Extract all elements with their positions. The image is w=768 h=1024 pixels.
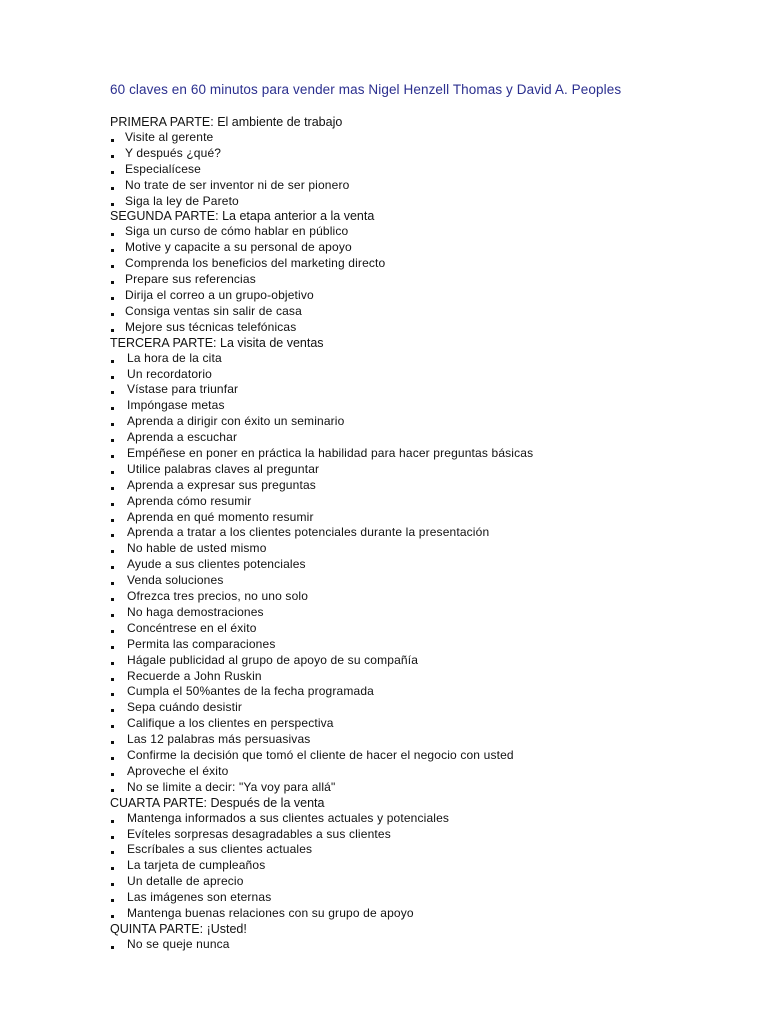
list-item-text: Venda soluciones	[127, 573, 224, 588]
square-bullet-icon	[111, 297, 114, 300]
list-item-text: Especialícese	[125, 161, 201, 176]
section-subtitle: Después de la venta	[210, 795, 325, 810]
square-bullet-icon	[111, 534, 114, 537]
list-item-text: Aproveche el éxito	[127, 763, 229, 778]
list-item-text: No trate de ser inventor ni de ser pionero	[125, 177, 350, 192]
list-item-text: Escríbales a sus clientes actuales	[127, 842, 313, 857]
list-item-text: Consiga ventas sin salir de casa	[125, 303, 302, 318]
list-item-text: Aprenda a dirigir con éxito un seminario	[127, 414, 345, 429]
list-item	[110, 494, 730, 510]
list-item	[110, 858, 730, 874]
list-item-text: Mejore sus técnicas telefónicas	[125, 319, 297, 334]
square-bullet-icon	[111, 155, 114, 158]
section-label: SEGUNDA PARTE:	[110, 209, 219, 224]
list-item-text: No se limite a decir: "Ya voy para allá"	[127, 779, 336, 794]
list-item	[110, 811, 730, 827]
square-bullet-icon	[111, 550, 114, 553]
list-item-text: La hora de la cita	[127, 350, 222, 365]
list-item-text: Evíteles sorpresas desagradables a sus clientes	[127, 826, 391, 841]
list-item-text: Aprenda a expresar sus preguntas	[127, 477, 316, 492]
list-item-text: Siga la ley de Pareto	[125, 193, 239, 208]
list-item	[110, 304, 730, 320]
square-bullet-icon	[111, 139, 114, 142]
list-item	[110, 621, 730, 637]
square-bullet-icon	[111, 249, 114, 252]
section-5	[110, 922, 730, 953]
list-item	[110, 162, 730, 178]
list-item-text: Ayude a sus clientes potenciales	[127, 557, 306, 572]
section-2	[110, 209, 730, 335]
list-item-text: Mantenga informados a sus clientes actuales y potenciales	[127, 810, 450, 825]
list-item	[110, 130, 730, 146]
list-item	[110, 398, 730, 414]
list-item-text: No haga demostraciones	[127, 604, 264, 619]
list-item-text: La tarjeta de cumpleaños	[127, 858, 266, 873]
section-subtitle: ¡Usted!	[206, 921, 247, 936]
square-bullet-icon	[111, 376, 114, 379]
list-item	[110, 684, 730, 700]
list-item	[110, 669, 730, 685]
list-item-text: Califique a los clientes en perspectiva	[127, 716, 334, 731]
list-item	[110, 414, 730, 430]
list-item	[110, 827, 730, 843]
list-item-text: Aprenda a tratar a los clientes potenciales durante la presentación	[127, 525, 490, 540]
section-heading	[110, 796, 730, 811]
square-bullet-icon	[111, 582, 114, 585]
list-item-text: Aprenda cómo resumir	[127, 493, 252, 508]
square-bullet-icon	[111, 757, 114, 760]
square-bullet-icon	[111, 598, 114, 601]
list-item	[110, 890, 730, 906]
section-heading	[110, 922, 730, 937]
list-item-text: Y después ¿qué?	[125, 145, 222, 160]
list-item	[110, 906, 730, 922]
list-item	[110, 874, 730, 890]
list-item-text: Concéntrese en el éxito	[127, 620, 257, 635]
square-bullet-icon	[111, 851, 114, 854]
square-bullet-icon	[111, 455, 114, 458]
list-item-text: Cumpla el 50%antes de la fecha programada	[127, 684, 374, 699]
square-bullet-icon	[111, 725, 114, 728]
list-item	[110, 478, 730, 494]
list-item	[110, 146, 730, 162]
list-item	[110, 256, 730, 272]
square-bullet-icon	[111, 519, 114, 522]
list-item	[110, 382, 730, 398]
list-item-text: Ofrezca tres precios, no uno solo	[127, 589, 309, 604]
square-bullet-icon	[111, 773, 114, 776]
square-bullet-icon	[111, 471, 114, 474]
list-item	[110, 240, 730, 256]
list-item-text: Visite al gerente	[125, 130, 214, 144]
square-bullet-icon	[111, 630, 114, 633]
list-item-text: Hágale publicidad al grupo de apoyo de su compañía	[127, 652, 419, 667]
list-item	[110, 510, 730, 526]
list-item-text: Aprenda a escuchar	[127, 430, 238, 445]
list-item-text: Las 12 palabras más persuasivas	[127, 732, 311, 747]
document-title: 60 claves en 60 minutos para vender mas Nigel Henzell Thomas y David A. Peoples	[110, 82, 622, 97]
square-bullet-icon	[111, 329, 114, 332]
square-bullet-icon	[111, 915, 114, 918]
square-bullet-icon	[111, 391, 114, 394]
list-item-text: Comprenda los beneficios del marketing directo	[125, 256, 386, 271]
section-3	[110, 336, 730, 796]
square-bullet-icon	[111, 203, 114, 206]
list-item	[110, 937, 730, 953]
document-content	[110, 115, 730, 953]
list-item	[110, 462, 730, 478]
list-item-text: Confirme la decisión que tomó el cliente de hacer el negocio con usted	[127, 747, 514, 762]
square-bullet-icon	[111, 439, 114, 442]
square-bullet-icon	[111, 678, 114, 681]
square-bullet-icon	[111, 487, 114, 490]
section-heading	[110, 115, 730, 130]
list-item	[110, 320, 730, 336]
list-item	[110, 178, 730, 194]
square-bullet-icon	[111, 360, 114, 363]
list-item-text: Dirija el correo a un grupo-objetivo	[125, 288, 314, 303]
section-label: CUARTA PARTE:	[110, 795, 208, 810]
section-label: QUINTA PARTE:	[110, 921, 204, 936]
section-1	[110, 115, 730, 209]
list-item-text: Recuerde a John Ruskin	[127, 668, 262, 683]
list-item	[110, 637, 730, 653]
section-4	[110, 796, 730, 922]
list-item-text: Mantenga buenas relaciones con su grupo de apoyo	[127, 905, 414, 920]
list-item	[110, 541, 730, 557]
list-item-text: Permita las comparaciones	[127, 636, 276, 651]
square-bullet-icon	[111, 614, 114, 617]
list-item	[110, 430, 730, 446]
square-bullet-icon	[111, 820, 114, 823]
list-item	[110, 605, 730, 621]
list-item	[110, 272, 730, 288]
list-item-text: Aprenda en qué momento resumir	[127, 509, 314, 524]
list-item-text: Empéñese en poner en práctica la habilidad para hacer preguntas básicas	[127, 446, 534, 461]
list-item-text: Un detalle de aprecio	[127, 874, 244, 889]
square-bullet-icon	[111, 899, 114, 902]
list-item	[110, 780, 730, 796]
list-item-text: Impóngase metas	[127, 398, 225, 413]
square-bullet-icon	[111, 693, 114, 696]
section-label: TERCERA PARTE:	[110, 335, 217, 350]
list-item	[110, 367, 730, 383]
square-bullet-icon	[111, 313, 114, 316]
list-item	[110, 288, 730, 304]
square-bullet-icon	[111, 503, 114, 506]
list-item-text: Las imágenes son eternas	[127, 890, 272, 905]
list-item-text: Vístase para triunfar	[127, 382, 239, 397]
list-item	[110, 653, 730, 669]
list-item	[110, 842, 730, 858]
list-item-text: Sepa cuándo desistir	[127, 700, 243, 715]
square-bullet-icon	[111, 946, 114, 949]
list-item-text: No hable de usted mismo	[127, 541, 267, 556]
square-bullet-icon	[111, 836, 114, 839]
square-bullet-icon	[111, 171, 114, 174]
square-bullet-icon	[111, 867, 114, 870]
square-bullet-icon	[111, 709, 114, 712]
list-item	[110, 700, 730, 716]
list-item-text: Siga un curso de cómo hablar en público	[125, 224, 349, 239]
list-item	[110, 446, 730, 462]
list-item	[110, 589, 730, 605]
square-bullet-icon	[111, 741, 114, 744]
square-bullet-icon	[111, 789, 114, 792]
list-item	[110, 573, 730, 589]
section-label: PRIMERA PARTE:	[110, 115, 214, 129]
list-item-text: Motive y capacite a su personal de apoyo	[125, 240, 352, 255]
square-bullet-icon	[111, 646, 114, 649]
list-item	[110, 716, 730, 732]
list-item	[110, 525, 730, 541]
section-heading	[110, 209, 730, 224]
section-heading	[110, 336, 730, 351]
square-bullet-icon	[111, 187, 114, 190]
list-item-text: No se queje nunca	[127, 936, 230, 951]
list-item	[110, 748, 730, 764]
square-bullet-icon	[111, 407, 114, 410]
square-bullet-icon	[111, 883, 114, 886]
list-item	[110, 224, 730, 240]
section-subtitle: La etapa anterior a la venta	[222, 209, 375, 224]
list-item	[110, 351, 730, 367]
list-item	[110, 764, 730, 780]
section-subtitle: La visita de ventas	[220, 335, 324, 350]
section-subtitle: El ambiente de trabajo	[217, 115, 343, 129]
square-bullet-icon	[111, 662, 114, 665]
list-item-text: Utilice palabras claves al preguntar	[127, 461, 320, 476]
square-bullet-icon	[111, 423, 114, 426]
square-bullet-icon	[111, 566, 114, 569]
list-item	[110, 732, 730, 748]
list-item-text: Un recordatorio	[127, 366, 212, 381]
list-item	[110, 194, 730, 210]
square-bullet-icon	[111, 233, 114, 236]
list-item	[110, 557, 730, 573]
square-bullet-icon	[111, 265, 114, 268]
list-item-text: Prepare sus referencias	[125, 272, 256, 287]
square-bullet-icon	[111, 281, 114, 284]
